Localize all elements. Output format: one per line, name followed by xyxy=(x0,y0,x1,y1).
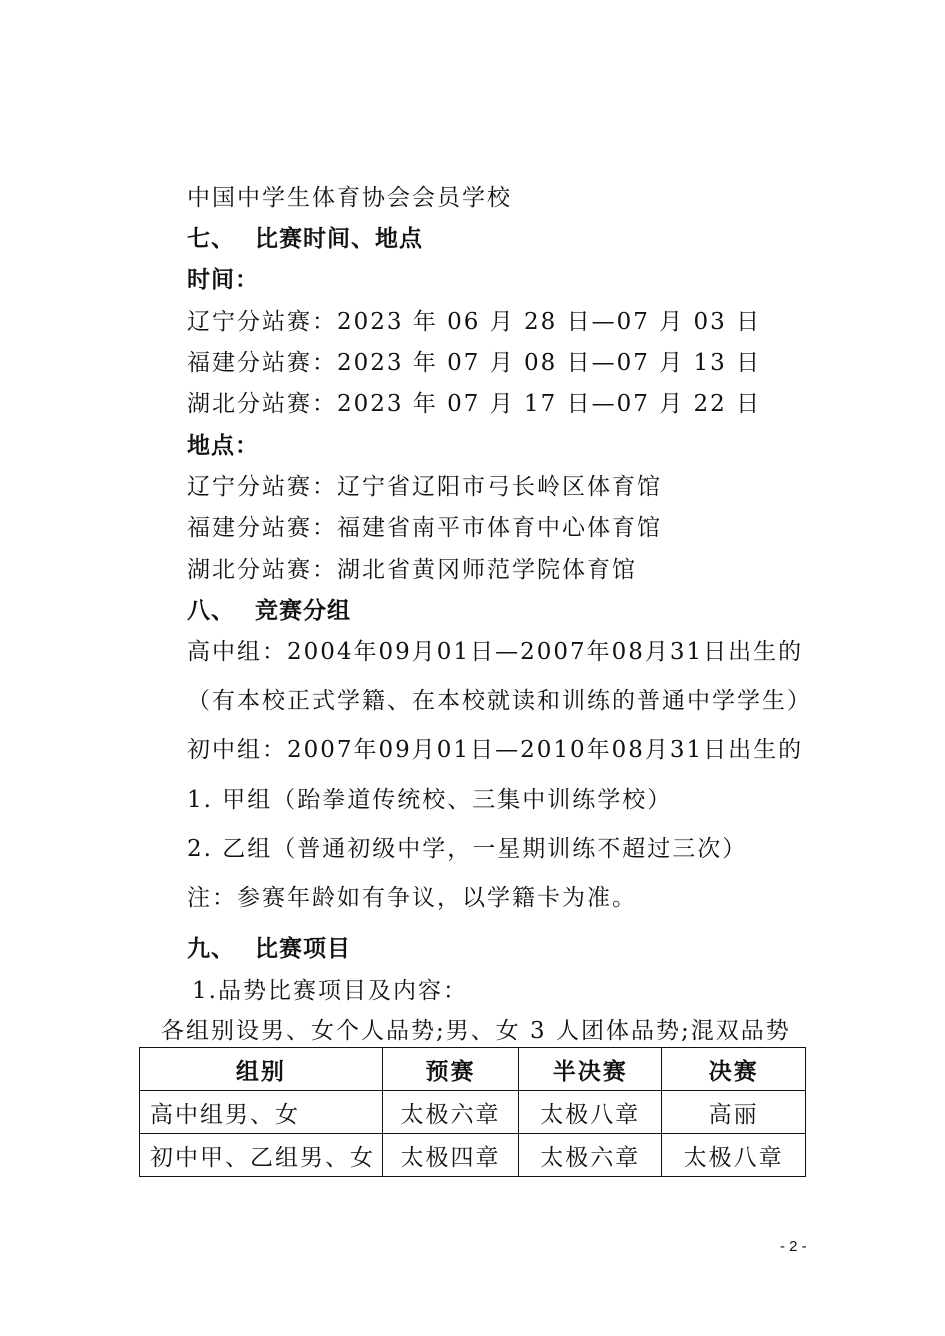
place-hubei: 湖北分站赛：湖北省黄冈师范学院体育馆 xyxy=(187,557,637,583)
group-b: 2. 乙组（普通初级中学，一星期训练不超过三次） xyxy=(187,836,748,862)
poomsae-items-table xyxy=(139,1047,806,1177)
table-header-cell: 组别 xyxy=(140,1048,383,1091)
page-number: - 2 - xyxy=(780,1238,807,1255)
item-1-description: 各组别设男、女个人品势;男、女 3 人团体品势;混双品势 xyxy=(161,1018,791,1044)
text-line: 中国中学生体育协会会员学校 xyxy=(187,185,512,211)
time-fujian: 福建分站赛：2023 年 07 月 08 日—07 月 13 日 xyxy=(187,350,762,376)
table-cell: 太极八章 xyxy=(662,1134,806,1177)
item-1-heading: 1.品势比赛项目及内容： xyxy=(192,978,468,1004)
table-cell: 太极六章 xyxy=(519,1134,662,1177)
section-number: 九、 xyxy=(187,936,235,962)
table-cell: 太极六章 xyxy=(382,1091,519,1134)
age-note: 注：参赛年龄如有争议，以学籍卡为准。 xyxy=(187,885,637,911)
section-title: 比赛项目 xyxy=(255,936,351,962)
time-label: 时间： xyxy=(187,267,259,293)
group-high-school: 高中组：2004年09月01日—2007年08月31日出生的 xyxy=(187,639,804,665)
table-header-row xyxy=(140,1048,806,1091)
table-row xyxy=(140,1134,806,1177)
place-fujian: 福建分站赛：福建省南平市体育中心体育馆 xyxy=(187,515,662,541)
section-number: 七、 xyxy=(187,226,235,252)
time-liaoning: 辽宁分站赛：2023 年 06 月 28 日—07 月 03 日 xyxy=(187,309,762,335)
table-cell: 高丽 xyxy=(662,1091,806,1134)
table-cell: 太极四章 xyxy=(382,1134,519,1177)
table-row xyxy=(140,1091,806,1134)
place-label: 地点： xyxy=(187,433,259,459)
table-cell: 高中组男、女 xyxy=(140,1091,383,1134)
section-heading-8 xyxy=(187,597,351,625)
table-cell: 太极八章 xyxy=(519,1091,662,1134)
section-heading-7 xyxy=(187,225,423,253)
table-header-cell: 半决赛 xyxy=(519,1048,662,1091)
section-number: 八、 xyxy=(187,598,235,624)
group-high-school-note: （有本校正式学籍、在本校就读和训练的普通中学学生） xyxy=(187,688,812,714)
section-title: 比赛时间、地点 xyxy=(255,226,423,252)
table-cell: 初中甲、乙组男、女 xyxy=(140,1134,383,1177)
table-header-cell: 决赛 xyxy=(662,1048,806,1091)
section-title: 竞赛分组 xyxy=(255,598,351,624)
section-heading-9 xyxy=(187,935,351,963)
place-liaoning: 辽宁分站赛：辽宁省辽阳市弓长岭区体育馆 xyxy=(187,474,662,500)
table-header-cell: 预赛 xyxy=(382,1048,519,1091)
time-hubei: 湖北分站赛：2023 年 07 月 17 日—07 月 22 日 xyxy=(187,391,762,417)
group-middle-school: 初中组：2007年09月01日—2010年08月31日出生的 xyxy=(187,737,804,763)
group-a: 1. 甲组（跆拳道传统校、三集中训练学校） xyxy=(187,787,673,813)
